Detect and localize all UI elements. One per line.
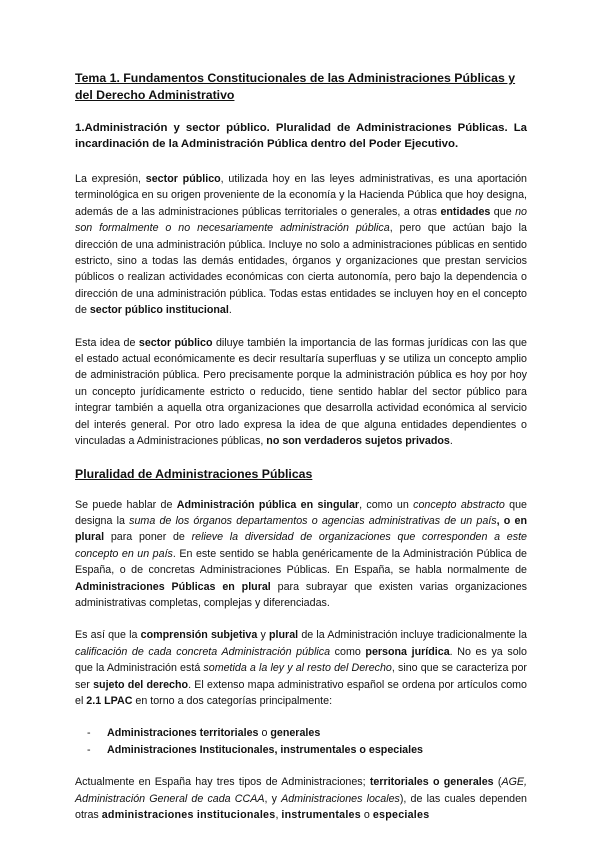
- bold-term: plural: [269, 629, 299, 642]
- italic-term: suma de los órganos departamentos o agencias administrativas de un país: [129, 514, 497, 527]
- bold-term: 2.1 LPAC: [86, 694, 133, 707]
- paragraph-tipos: Actualmente en España hay tres tipos de Administraciones; territoriales o generales (AGE, Administración General de cada CCAA, y Administraciones locales), de las cuales dependen otras administraciones institucionales, instrumentales o especiales: [75, 776, 528, 821]
- italic-term: calificación de cada concreta Administración pública: [75, 645, 331, 658]
- section-heading: 1.Administración y sector público. Pluralidad de Administraciones Públicas. La incardinación de la Administración Pública dentro del Poder Ejecutivo.: [75, 122, 527, 150]
- paragraph-sector-publico: La expresión, sector público, utilizada hoy en las leyes administrativas, es una aportación terminológica en su origen proveniente de la economía y la Hacienda Pública que hoy designa, además de a las administraciones públicas territoriales o generales, a otras entidades que no son formalmente o no necesariamente administración pública, pero que actúan bajo la dirección de una administración pública. Incluye no solo a administraciones públicas en sentido estricto, sino a todas las demás entidades, órganos y organizaciones que prestan servicios públicos o realizan actividades económicas con cierta autonomía, pero bajo la dependencia o dirección de una administración pública. Todas estas entidades se incluyen hoy en el concepto de sector público institucional.: [75, 173, 527, 317]
- bold-term: no son verdaderos sujetos privados: [266, 435, 450, 448]
- paragraph-idea-sector: Esta idea de sector público diluye también la importancia de las formas jurídicas con las que el estado actual económicamente es decir resultaría superfluas y se utiliza un concepto amplio de administración pública. Pero precisamente porque la administración pública es hoy por hoy un concepto jurídicamente estricto o reducido, tiene sentido hablar del sector público para integrar también a aquella otra organizaciones que desarrolla actividad económica al servicio del interés general. Por otro lado expresa la idea de que alguna entidades dependientes o vinculadas a Administraciones públicas, no son verdaderos sujetos privados.: [75, 336, 528, 448]
- bold-term: administraciones institucionales: [101, 809, 276, 821]
- bold-term: sector público: [145, 173, 221, 185]
- paragraph-singular-plural: Se puede hablar de Administración pública en singular, como un concepto abstracto que designa la suma de los órganos departamentos o agencias administrativas de un país, o en plural para poner de relieve la diversidad de organizaciones que corresponden a este concepto en un país. En este sentido se habla genéricamente de la Administración Pública de España, o de concretas Administraciones Públicas. En España, se habla normalmente de Administraciones Públicas en plural para subrayar que existen varias organizaciones administrativas completas, complejas y diferenciadas.: [75, 498, 527, 609]
- bold-term: territoriales o generales: [369, 776, 494, 789]
- document-title: Tema 1. Fundamentos Constitucionales de las Administraciones Públicas y del Derecho Administrativo: [75, 71, 516, 102]
- bold-term: sector público: [138, 336, 213, 349]
- italic-term: relieve la diversidad de organizaciones que corresponden a este concepto en un país: [75, 531, 527, 560]
- document-page: [75, 70, 527, 839]
- bold-term: instrumentales: [281, 809, 361, 821]
- italic-term: AGE, Administración General de cada CCAA: [75, 776, 528, 805]
- paragraph-comprension: Es así que la comprensión subjetiva y plural de la Administración incluye tradicionalmente la calificación de cada concreta Administración pública como persona jurídica. No es ya solo que la Administración está sometida a la ley y al resto del Derecho, sino que se caracteriza por ser sujeto del derecho. El extenso mapa administrativo español se ordena por artículos como el 2.1 LPAC en torno a dos categorías principalmente:: [75, 629, 528, 707]
- italic-term: no son formalmente o no necesariamente administración pública: [75, 205, 527, 235]
- bold-term: entidades: [440, 205, 491, 218]
- bold-term: sujeto del derecho: [93, 678, 189, 691]
- bold-term: Administración pública en singular: [176, 498, 360, 511]
- bold-term: Administraciones Públicas en plural: [75, 580, 271, 593]
- subsection-heading: Pluralidad de Administraciones Públicas: [75, 466, 313, 481]
- italic-term: concepto abstracto: [413, 498, 505, 511]
- bold-term: persona jurídica: [365, 645, 450, 658]
- category-list: [75, 725, 527, 758]
- bold-term: especiales: [372, 809, 430, 821]
- list-item: - Administraciones territoriales o generales: [75, 725, 527, 741]
- bold-term: sector público institucional: [89, 304, 229, 317]
- italic-term: sometida a la ley y al resto del Derecho: [203, 662, 392, 675]
- italic-term: Administraciones locales: [281, 792, 400, 805]
- list-item: - Administraciones Institucionales, instrumentales o especiales: [75, 742, 527, 758]
- bold-term: comprensión subjetiva: [140, 629, 258, 642]
- bold-term: , o en plural: [75, 514, 527, 544]
